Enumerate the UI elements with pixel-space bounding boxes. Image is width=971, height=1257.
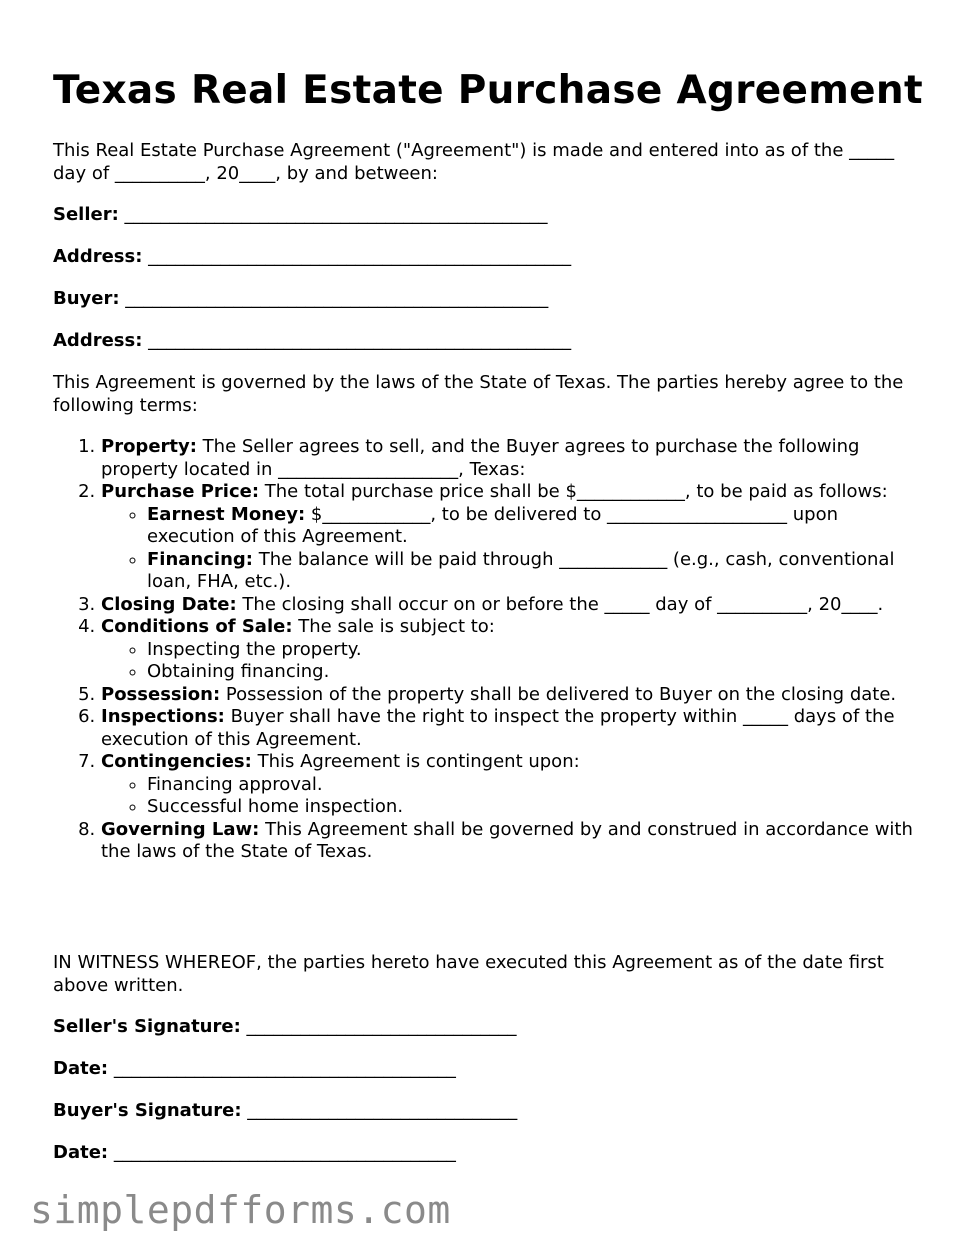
term-conditions-of-sale: 4. Conditions of Sale: The sale is subject to: ◦ Inspecting the property. ◦ Obtaining financing. <box>101 616 923 684</box>
buyer-blank: _______________________________________________ <box>125 288 549 309</box>
seller-signature-blank: ______________________________ <box>246 1016 517 1037</box>
sub-item: ◦ Financing approval. <box>147 774 923 797</box>
term-governing-law: 8. Governing Law: This Agreement shall be governed by and construed in accordance with the laws of the State of Texas. <box>101 819 923 864</box>
buyer-signature-label: Buyer's Signature: <box>53 1100 242 1121</box>
contingencies-sublist <box>101 774 923 819</box>
buyer-date-field <box>53 1142 923 1165</box>
term-property: 1. Property: The Seller agrees to sell, and the Buyer agrees to purchase the following property located in ____________________, Texas: <box>101 436 923 481</box>
conditions-sublist <box>101 639 923 684</box>
buyer-signature-blank: ______________________________ <box>247 1100 518 1121</box>
seller-date-label: Date: <box>53 1058 109 1079</box>
buyer-address-blank: _______________________________________________ <box>148 330 572 351</box>
seller-blank: _______________________________________________ <box>124 204 548 225</box>
seller-date-blank: ______________________________________ <box>113 1058 456 1079</box>
sub-earnest-money: ◦ Earnest Money: $____________, to be delivered to ____________________ upon execution of this Agreement. <box>147 504 923 549</box>
term-possession: 5. Possession: Possession of the property shall be delivered to Buyer on the closing date. <box>101 684 923 707</box>
seller-signature-label: Seller's Signature: <box>53 1016 241 1037</box>
buyer-date-blank: ______________________________________ <box>113 1142 456 1163</box>
buyer-field <box>53 288 923 311</box>
buyer-date-label: Date: <box>53 1142 109 1163</box>
term-inspections: 6. Inspections: Buyer shall have the right to inspect the property within _____ days of the execution of this Agreement. <box>101 706 923 751</box>
purchase-price-sublist <box>101 504 923 594</box>
term-purchase-price: 2. Purchase Price: The total purchase price shall be $____________, to be paid as follows: ◦ Earnest Money: $____________, to be delivered to ____________________ upon execution of this Agreement. ◦ Financing: The balance will be paid through ____________ (e.g., cash, conventional loan, FHA, etc.). <box>101 481 923 594</box>
sub-item: ◦ Successful home inspection. <box>147 796 923 819</box>
sub-item: ◦ Inspecting the property. <box>147 639 923 662</box>
seller-label: Seller: <box>53 204 119 225</box>
witness-paragraph: IN WITNESS WHEREOF, the parties hereto have executed this Agreement as of the date first above written. <box>53 952 884 996</box>
buyer-address-label: Address: <box>53 330 143 351</box>
term-contingencies: 7. Contingencies: This Agreement is contingent upon: ◦ Financing approval. ◦ Successful home inspection. <box>101 751 923 819</box>
buyer-signature-field <box>53 1100 923 1123</box>
seller-field <box>53 204 923 227</box>
document-title: Texas Real Estate Purchase Agreement <box>53 68 923 113</box>
terms-list <box>53 436 923 864</box>
buyer-label: Buyer: <box>53 288 120 309</box>
sub-item: ◦ Obtaining financing. <box>147 661 923 684</box>
seller-address-label: Address: <box>53 246 143 267</box>
seller-date-field <box>53 1058 923 1081</box>
seller-address-field <box>53 246 923 269</box>
governing-intro: This Agreement is governed by the laws of the State of Texas. The parties hereby agree to the following terms: <box>53 372 904 416</box>
term-closing-date: 3. Closing Date: The closing shall occur on or before the _____ day of __________, 20____. <box>101 594 923 617</box>
terms-section <box>53 436 923 864</box>
buyer-address-field <box>53 330 923 353</box>
seller-signature-field <box>53 1016 923 1039</box>
site-watermark: simplepdfforms.com <box>30 1188 451 1232</box>
seller-address-blank: _______________________________________________ <box>148 246 572 267</box>
sub-financing: ◦ Financing: The balance will be paid through ____________ (e.g., cash, conventional loan, FHA, etc.). <box>147 549 923 594</box>
intro-paragraph: This Real Estate Purchase Agreement ("Agreement") is made and entered into as of the _____ day of __________, 20____, by and between: <box>53 140 895 184</box>
